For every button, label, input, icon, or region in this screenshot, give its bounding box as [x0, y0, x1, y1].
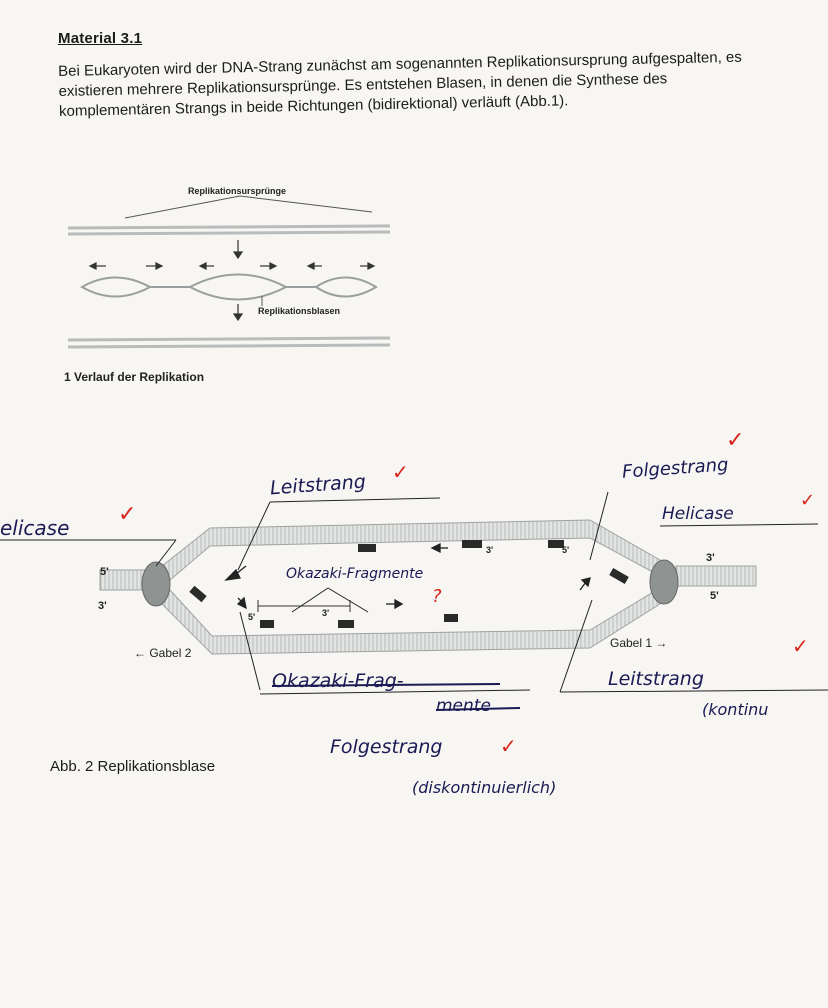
hw-folgestrang-bottom: Folgestrang — [330, 736, 443, 758]
fig2-inner-3prime-b: 3' — [322, 608, 330, 618]
fig1-caption: 1 Verlauf der Replikation — [64, 370, 205, 384]
check-icon: ✓ — [726, 428, 745, 453]
fig2-right-3prime: 3' — [706, 552, 715, 564]
fig2-left-3prime: 3' — [98, 600, 107, 612]
hw-helicase-right: Helicase — [662, 504, 734, 524]
hw-question-mark: ? — [432, 586, 442, 607]
fig2-inner-3prime-a: 3' — [486, 545, 494, 555]
check-icon: ✓ — [800, 490, 816, 511]
fig1-label-bubbles: Replikationsblasen — [258, 306, 341, 316]
fig2-inner-5prime-b: 5' — [248, 612, 256, 622]
fig2-caption: Abb. 2 Replikationsblase — [50, 758, 216, 775]
check-icon: ✓ — [792, 634, 809, 658]
fig2-right-5prime: 5' — [710, 590, 719, 602]
fig2-gabel-1: Gabel 1 → — [610, 636, 668, 650]
fig2-fragment-bracket — [258, 600, 350, 612]
hw-leitstrang-right: Leitstrang — [608, 668, 704, 690]
hw-folgestrang-top: Folgestrang — [621, 454, 730, 483]
fig2-dna-right — [676, 566, 756, 586]
fig2-inner-5prime-a: 5' — [562, 545, 570, 555]
hw-kontinuierlich: (kontinu — [702, 700, 769, 719]
hw-okazaki-mid: Okazaki-Fragmente — [286, 566, 424, 582]
helicase-left-icon — [142, 562, 170, 606]
hw-okazaki-struck-1: Okazaki-Frag- — [272, 670, 404, 692]
check-icon: ✓ — [392, 460, 409, 484]
check-icon: ✓ — [118, 502, 137, 527]
hw-diskontinuierlich: (diskontinuierlich) — [412, 778, 557, 797]
hw-leitstrang-top: Leitstrang — [269, 470, 367, 500]
hw-okazaki-struck-2: mente — [436, 696, 491, 716]
intro-paragraph: Bei Eukaryoten wird der DNA-Strang zunächst am sogenannten Replikationsursprung aufgespalten, es existieren mehrere Replikationsursprünge. Es entstehen Blasen, in denen die Synthese des komplementären Strangs in beide Richtungen (bidirektional) verläuft (Abb.1). — [58, 48, 742, 120]
hw-helicase-left: elicase — [0, 516, 70, 540]
fig2-gabel-2: ← Gabel 2 — [134, 646, 192, 660]
material-heading: Material 3.1 — [58, 30, 143, 47]
fig1-label-origins: Replikationsursprünge — [188, 186, 287, 196]
helicase-right-icon — [650, 560, 678, 604]
fig2-lower-strand — [162, 588, 660, 654]
check-icon: ✓ — [500, 734, 517, 758]
fig2-left-5prime: 5' — [100, 566, 109, 578]
